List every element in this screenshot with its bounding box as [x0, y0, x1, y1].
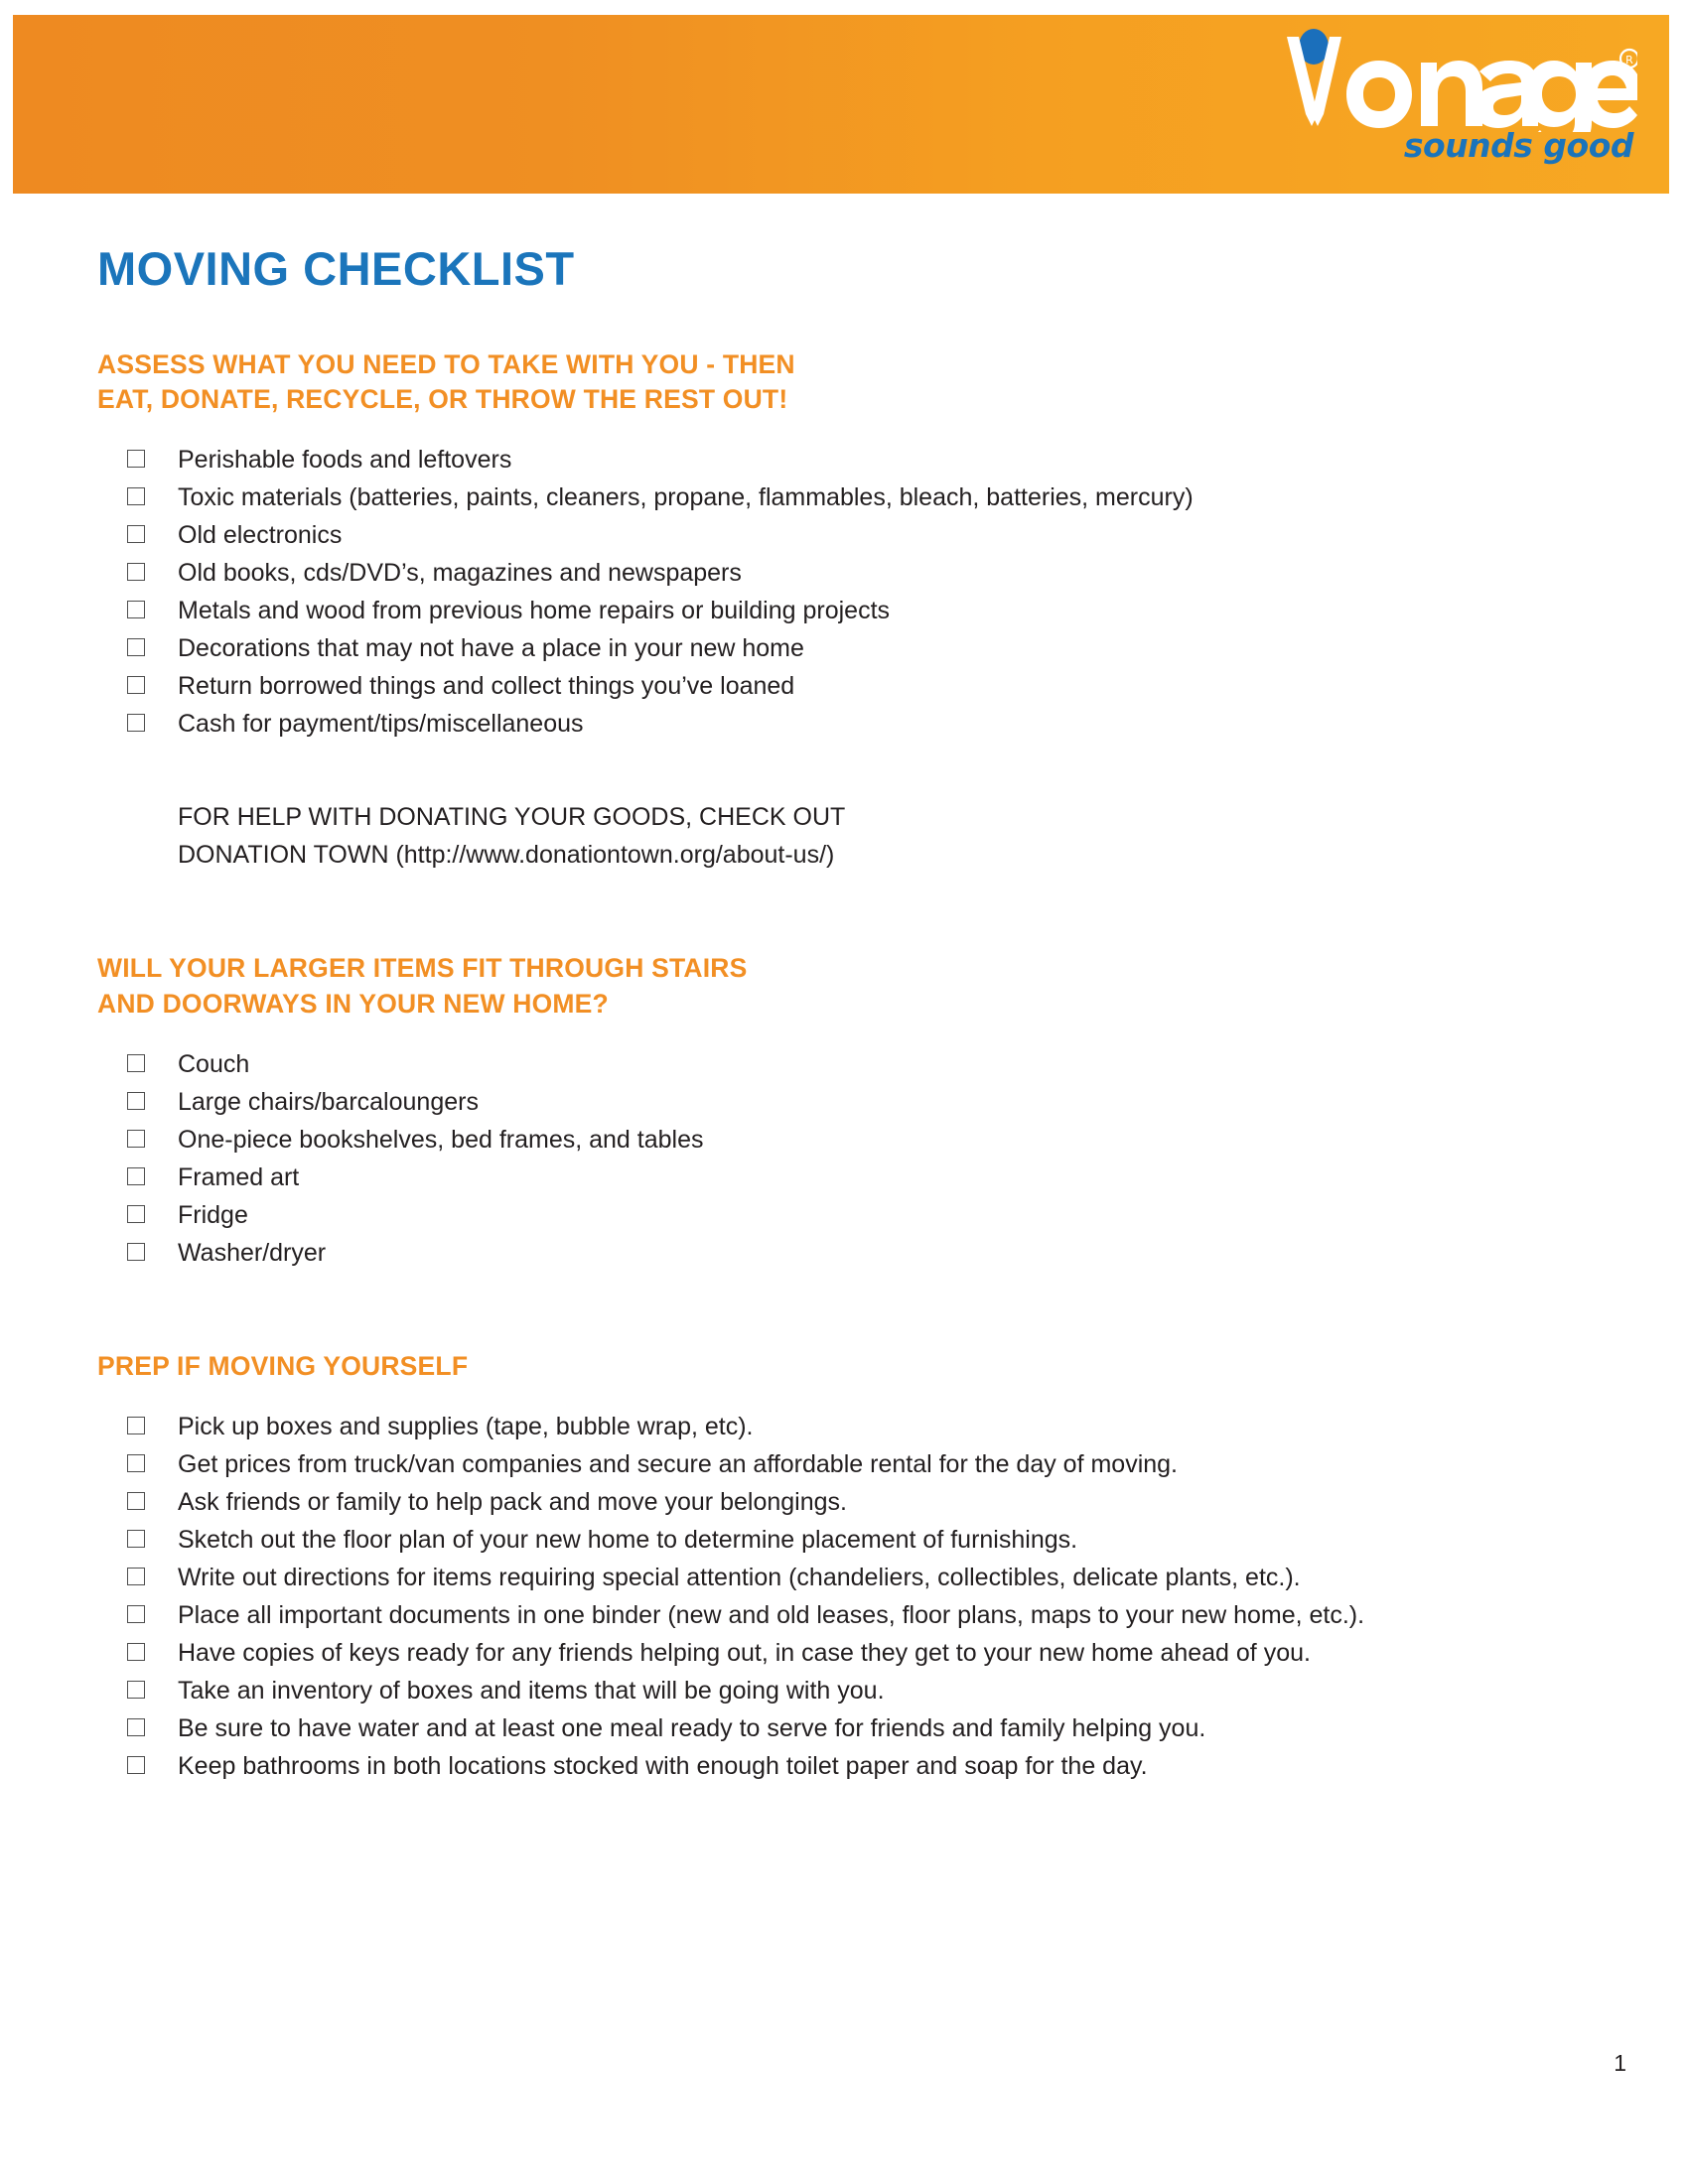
- list-item-label: Large chairs/barcaloungers: [178, 1087, 479, 1116]
- checkbox-icon[interactable]: [127, 1167, 145, 1185]
- checkbox-icon[interactable]: [127, 1417, 145, 1434]
- list-item[interactable]: [97, 1596, 1607, 1634]
- checkbox-icon[interactable]: [127, 1054, 145, 1072]
- checkbox-icon[interactable]: [127, 1530, 145, 1548]
- section-heading-line: PREP IF MOVING YOURSELF: [97, 1350, 469, 1381]
- list-item[interactable]: [97, 1445, 1607, 1483]
- page-number: 1: [1614, 2050, 1626, 2076]
- list-item[interactable]: [97, 629, 1607, 667]
- checkbox-icon[interactable]: [127, 676, 145, 694]
- section-heading-line: EAT, DONATE, RECYCLE, OR THROW THE REST OUT!: [97, 384, 788, 415]
- section-heading-larger-items: [97, 951, 1607, 1021]
- list-item-label: Toxic materials (batteries, paints, cleaners, propane, flammables, bleach, batteries, mercury): [178, 483, 1194, 512]
- list-item[interactable]: [97, 1747, 1607, 1785]
- spacer: [97, 743, 1607, 798]
- checkbox-icon[interactable]: [127, 1454, 145, 1472]
- list-item-label: Washer/dryer: [178, 1238, 327, 1267]
- list-item-label: Couch: [178, 1049, 250, 1078]
- list-item[interactable]: [97, 441, 1607, 478]
- list-item-label: Fridge: [178, 1200, 248, 1229]
- section-heading-line: WILL YOUR LARGER ITEMS FIT THROUGH STAIRS: [97, 953, 748, 984]
- list-item[interactable]: [97, 1483, 1607, 1521]
- checklist-content: [97, 347, 1607, 1785]
- list-item-label: Place all important documents in one binder (new and old leases, floor plans, maps to your new home, etc.).: [178, 1601, 1365, 1630]
- section-heading-line: ASSESS WHAT YOU NEED TO TAKE WITH YOU - THEN: [97, 349, 795, 379]
- page-title: MOVING CHECKLIST: [97, 242, 575, 295]
- list-item[interactable]: [97, 1709, 1607, 1747]
- checkbox-icon[interactable]: [127, 1756, 145, 1774]
- spacer: [97, 1272, 1607, 1349]
- spacer: [97, 1022, 1607, 1045]
- list-item[interactable]: [97, 1196, 1607, 1234]
- spacer: [97, 417, 1607, 441]
- donation-note-line: FOR HELP WITH DONATING YOUR GOODS, CHECK OUT: [178, 803, 846, 832]
- checkbox-icon[interactable]: [127, 638, 145, 656]
- checkbox-icon[interactable]: [127, 487, 145, 505]
- list-item-label: Cash for payment/tips/miscellaneous: [178, 710, 584, 739]
- list-item-label: Old electronics: [178, 521, 343, 550]
- list-item-label: Framed art: [178, 1162, 300, 1191]
- list-item-label: Metals and wood from previous home repairs or building projects: [178, 597, 891, 625]
- list-item[interactable]: [97, 1121, 1607, 1159]
- list-item[interactable]: [97, 705, 1607, 743]
- checkbox-icon[interactable]: [127, 601, 145, 618]
- checkbox-icon[interactable]: [127, 450, 145, 468]
- list-item-label: Perishable foods and leftovers: [178, 446, 512, 475]
- section-assess: [97, 347, 1607, 874]
- section-heading-assess: [97, 347, 1607, 417]
- list-item[interactable]: [97, 1159, 1607, 1196]
- checkbox-icon[interactable]: [127, 1681, 145, 1699]
- list-item-label: Get prices from truck/van companies and secure an affordable rental for the day of moving.: [178, 1450, 1179, 1479]
- checkbox-icon[interactable]: [127, 1718, 145, 1736]
- list-item-label: Ask friends or family to help pack and move your belongings.: [178, 1488, 847, 1517]
- section-larger-items: [97, 951, 1607, 1271]
- list-item[interactable]: [97, 667, 1607, 705]
- list-item-label: One-piece bookshelves, bed frames, and tables: [178, 1125, 704, 1154]
- list-item[interactable]: [97, 1559, 1607, 1596]
- section-heading-line: AND DOORWAYS IN YOUR NEW HOME?: [97, 988, 609, 1019]
- list-item-label: Sketch out the floor plan of your new home to determine placement of furnishings.: [178, 1526, 1078, 1555]
- checkbox-icon[interactable]: [127, 1092, 145, 1110]
- list-item-label: Pick up boxes and supplies (tape, bubble wrap, etc).: [178, 1413, 754, 1441]
- checkbox-icon[interactable]: [127, 1243, 145, 1261]
- list-item[interactable]: [97, 554, 1607, 592]
- list-item[interactable]: [97, 516, 1607, 554]
- list-item-label: Write out directions for items requiring special attention (chandeliers, collectibles, delicate plants, etc.).: [178, 1564, 1301, 1592]
- donation-note-line: DONATION TOWN (http://www.donationtown.org/about-us/): [178, 841, 835, 870]
- section-heading-prep: [97, 1349, 1607, 1384]
- list-item[interactable]: [97, 1408, 1607, 1445]
- list-item[interactable]: [97, 592, 1607, 629]
- list-item[interactable]: [97, 1045, 1607, 1083]
- list-item-label: Take an inventory of boxes and items that will be going with you.: [178, 1677, 885, 1706]
- vonage-tagline: sounds good: [1403, 126, 1633, 165]
- checklist-larger-items: [97, 1045, 1607, 1272]
- checkbox-icon[interactable]: [127, 525, 145, 543]
- checkbox-icon[interactable]: [127, 1205, 145, 1223]
- list-item[interactable]: [97, 1672, 1607, 1709]
- list-item-label: Keep bathrooms in both locations stocked with enough toilet paper and soap for the day.: [178, 1752, 1148, 1781]
- list-item[interactable]: [97, 1634, 1607, 1672]
- checkbox-icon[interactable]: [127, 1130, 145, 1148]
- list-item-label: Return borrowed things and collect things you’ve loaned: [178, 672, 795, 701]
- checkbox-icon[interactable]: [127, 563, 145, 581]
- checkbox-icon[interactable]: [127, 714, 145, 732]
- vonage-logo: [1240, 23, 1637, 190]
- list-item-label: Decorations that may not have a place in your new home: [178, 634, 804, 663]
- checklist-assess: [97, 441, 1607, 743]
- checkbox-icon[interactable]: [127, 1643, 145, 1661]
- spacer: [97, 1384, 1607, 1408]
- svg-text:R: R: [1625, 54, 1633, 67]
- list-item-label: Be sure to have water and at least one meal ready to serve for friends and family helping you.: [178, 1714, 1206, 1743]
- header-banner: [13, 15, 1669, 194]
- donation-note: [178, 798, 1607, 874]
- checkbox-icon[interactable]: [127, 1492, 145, 1510]
- checkbox-icon[interactable]: [127, 1568, 145, 1585]
- section-prep-moving-yourself: [97, 1349, 1607, 1785]
- spacer: [97, 874, 1607, 951]
- vonage-wordmark-icon: [1240, 23, 1637, 132]
- list-item[interactable]: [97, 478, 1607, 516]
- list-item-label: Old books, cds/DVD’s, magazines and newspapers: [178, 559, 742, 588]
- list-item[interactable]: [97, 1083, 1607, 1121]
- list-item[interactable]: [97, 1234, 1607, 1272]
- checkbox-icon[interactable]: [127, 1605, 145, 1623]
- list-item[interactable]: [97, 1521, 1607, 1559]
- checklist-prep: [97, 1408, 1607, 1785]
- list-item-label: Have copies of keys ready for any friends helping out, in case they get to your new home ahead of you.: [178, 1639, 1311, 1668]
